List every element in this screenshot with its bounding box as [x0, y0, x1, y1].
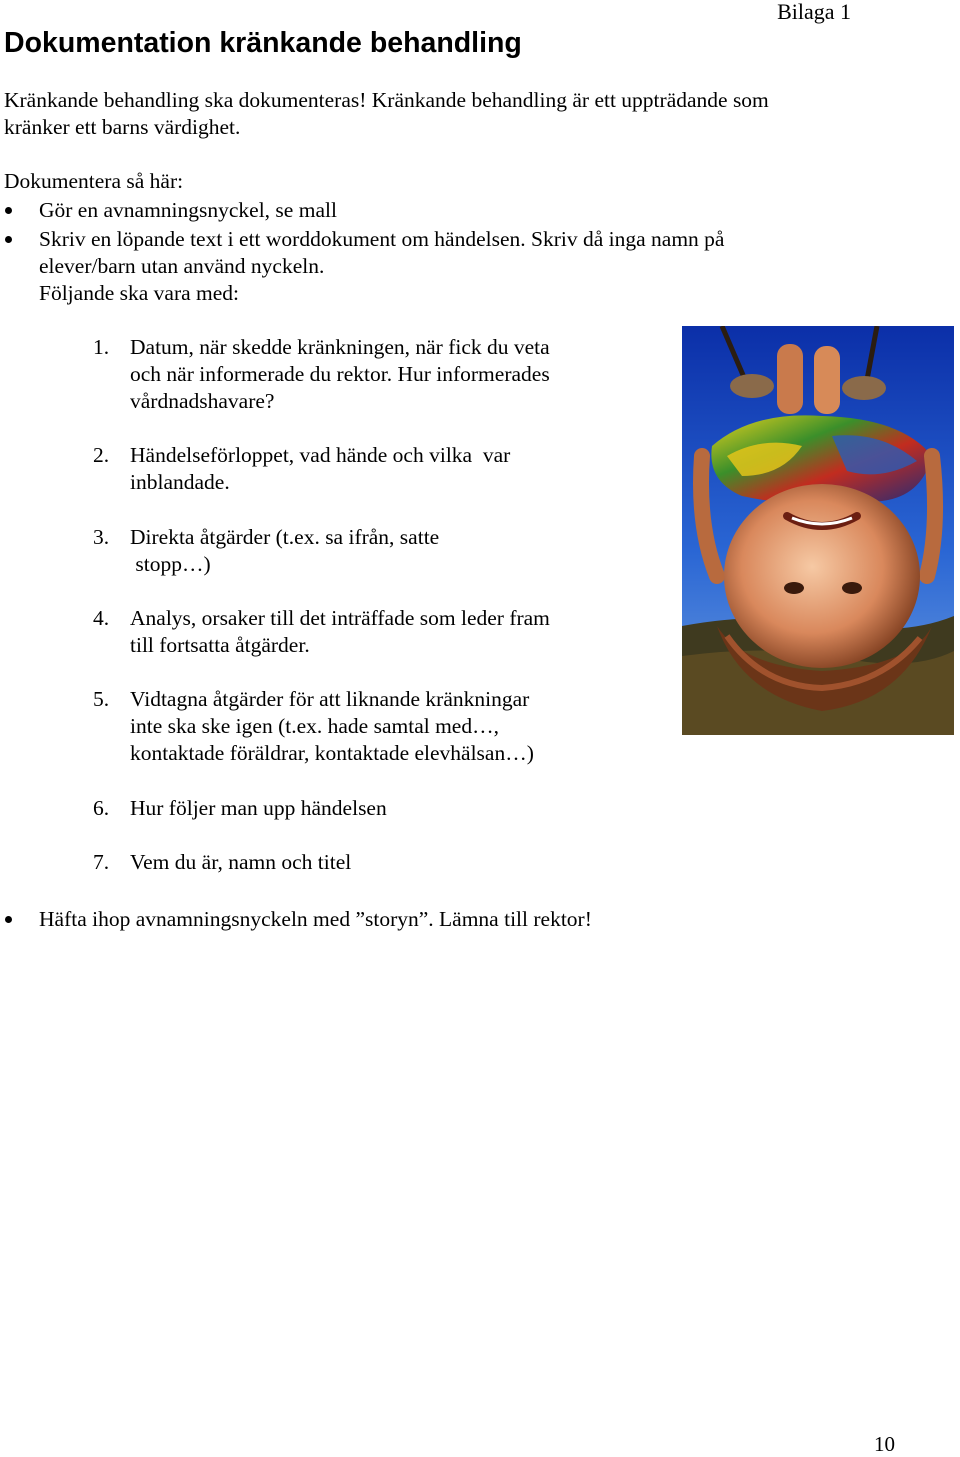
- item-number: 1.: [93, 335, 110, 359]
- list-item-text: inblandade.: [130, 470, 230, 494]
- item-number: 6.: [93, 796, 110, 820]
- page-title: Dokumentation kränkande behandling: [4, 27, 522, 59]
- item-number: 4.: [93, 606, 110, 630]
- bullet-item-mall: Gör en avnamningsnyckel, se mall: [39, 198, 337, 222]
- intro-line-2: kränker ett barns värdighet.: [4, 115, 241, 139]
- bullet-icon: [5, 207, 12, 214]
- final-bullet-item: Häfta ihop avnamningsnyckeln med ”storyn”. Lämna till rektor!: [39, 907, 592, 931]
- list-item-text: vårdnadshavare?: [130, 389, 275, 413]
- list-item-text: Vem du är, namn och titel: [130, 850, 352, 874]
- list-item-text: och när informerade du rektor. Hur informerades: [130, 362, 550, 386]
- intro-line-1: Kränkande behandling ska dokumenteras! Kränkande behandling är ett uppträdande som: [4, 88, 769, 112]
- bullet-icon: [5, 916, 12, 923]
- list-item-text: Vidtagna åtgärder för att liknande kränkningar: [130, 687, 530, 711]
- howto-heading: Dokumentera så här:: [4, 169, 184, 193]
- bullet-item-worddokument-cont: elever/barn utan använd nyckeln.: [39, 254, 325, 278]
- list-item-text: Hur följer man upp händelsen: [130, 796, 387, 820]
- item-number: 2.: [93, 443, 110, 467]
- list-item-text: Direkta åtgärder (t.ex. sa ifrån, satte: [130, 525, 440, 549]
- bullet-icon: [5, 236, 12, 243]
- list-item-text: inte ska ske igen (t.ex. hade samtal med…,: [130, 714, 499, 738]
- bullet-item-worddokument: Skriv en löpande text i ett worddokument om händelsen. Skriv då inga namn på: [39, 227, 725, 251]
- list-item-text: stopp…): [130, 552, 211, 576]
- following-heading: Följande ska vara med:: [39, 281, 240, 305]
- item-number: 7.: [93, 850, 110, 874]
- page-number: 10: [874, 1432, 895, 1456]
- list-item-text: Analys, orsaker till det inträffade som leder fram: [130, 606, 550, 630]
- item-number: 5.: [93, 687, 110, 711]
- child-swing-photo: [682, 326, 954, 735]
- list-item-text: kontaktade föräldrar, kontaktade elevhälsan…): [130, 741, 534, 765]
- list-item-text: till fortsatta åtgärder.: [130, 633, 310, 657]
- list-item-text: Händelseförloppet, vad hände och vilka var: [130, 443, 511, 467]
- list-item-text: Datum, när skedde kränkningen, när fick du veta: [130, 335, 550, 359]
- attachment-label: Bilaga 1: [777, 0, 851, 24]
- item-number: 3.: [93, 525, 110, 549]
